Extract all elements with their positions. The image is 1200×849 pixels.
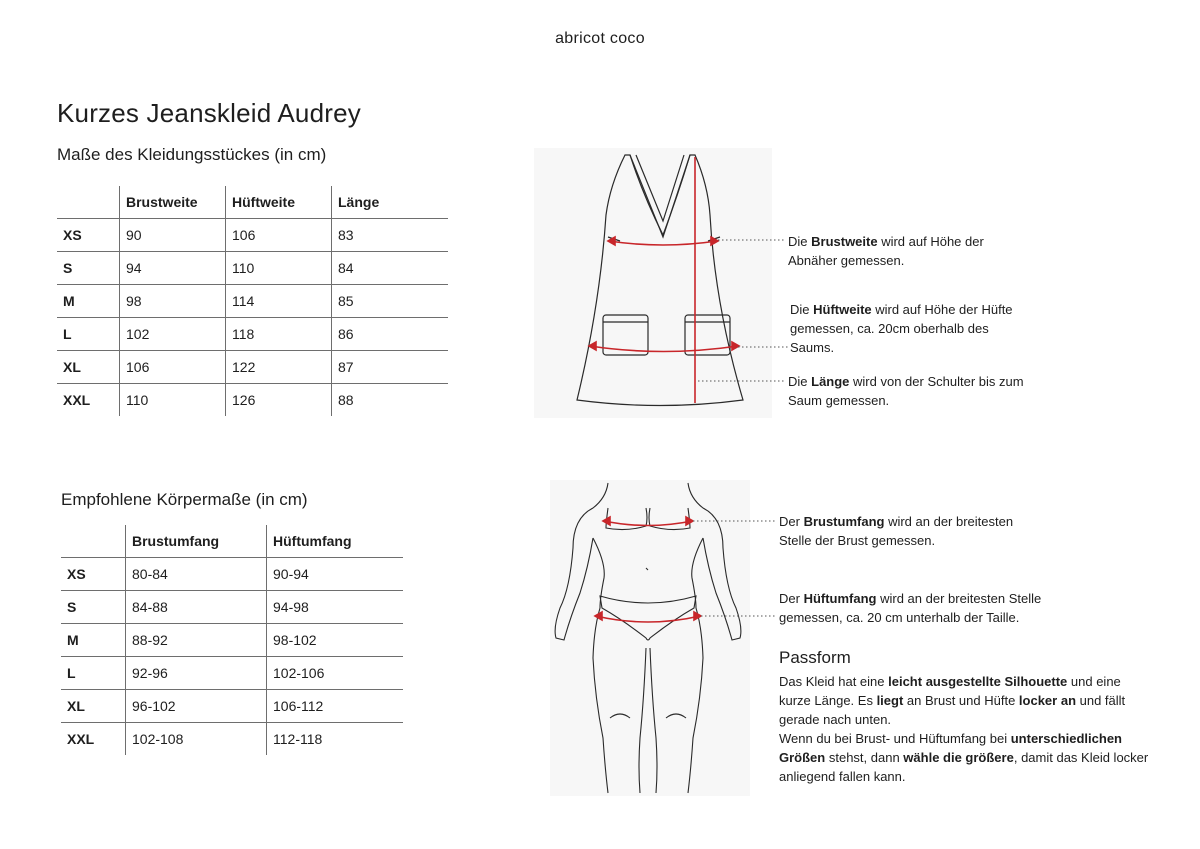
table-row bbox=[61, 657, 403, 690]
table-cell: 84-88 bbox=[126, 591, 267, 624]
table-cell: 118 bbox=[226, 318, 332, 351]
table-header-cell bbox=[57, 186, 120, 219]
table-cell: 94-98 bbox=[267, 591, 404, 624]
table-row bbox=[57, 351, 448, 384]
body-table-heading: Empfohlene Körpermaße (in cm) bbox=[61, 490, 308, 509]
table-row bbox=[57, 219, 448, 252]
table-cell: 102-106 bbox=[267, 657, 404, 690]
table-cell: 102-108 bbox=[126, 723, 267, 756]
note-brustumfang: Der Brustumfang wird an der breitesten Stelle der Brust gemessen. bbox=[779, 514, 1014, 548]
page-title: Kurzes Jeanskleid Audrey bbox=[57, 98, 361, 128]
table-cell: 110 bbox=[120, 384, 226, 417]
size-label: XS bbox=[57, 219, 120, 252]
table-cell: 98-102 bbox=[267, 624, 404, 657]
table-row bbox=[61, 624, 403, 657]
passform-heading: Passform bbox=[779, 648, 851, 667]
table-cell: 84 bbox=[332, 252, 449, 285]
table-cell: 87 bbox=[332, 351, 449, 384]
body-illustration bbox=[548, 478, 788, 798]
note-laenge: Die Länge wird von der Schulter bis zum Saum gemessen. bbox=[788, 374, 1024, 408]
size-label: XXL bbox=[57, 384, 120, 417]
size-label: M bbox=[61, 624, 126, 657]
table-cell: 90 bbox=[120, 219, 226, 252]
table-cell: 96-102 bbox=[126, 690, 267, 723]
table-header-row bbox=[61, 525, 403, 558]
table-cell: 86 bbox=[332, 318, 449, 351]
table-cell: 88 bbox=[332, 384, 449, 417]
table-cell: 112-118 bbox=[267, 723, 404, 756]
table-cell: 90-94 bbox=[267, 558, 404, 591]
table-cell: 102 bbox=[120, 318, 226, 351]
table-cell: 85 bbox=[332, 285, 449, 318]
table-cell: 106 bbox=[120, 351, 226, 384]
size-label: L bbox=[61, 657, 126, 690]
table-cell: 88-92 bbox=[126, 624, 267, 657]
passform-text bbox=[779, 672, 1154, 786]
passform-paragraph: Das Kleid hat eine leicht ausgestellte Silhouette und eine kurze Länge. Es liegt an Brust und Hüfte locker an und fällt gerade nach unten. bbox=[779, 674, 1126, 727]
table-cell: 94 bbox=[120, 252, 226, 285]
size-label: XXL bbox=[61, 723, 126, 756]
table-cell: 126 bbox=[226, 384, 332, 417]
table-row bbox=[61, 591, 403, 624]
size-label: S bbox=[61, 591, 126, 624]
note-hueftumfang: Der Hüftumfang wird an der breitesten Stelle gemessen, ca. 20 cm unterhalb der Taille. bbox=[779, 591, 1042, 625]
table-cell: 122 bbox=[226, 351, 332, 384]
table-header-cell: Brustweite bbox=[120, 186, 226, 219]
table-cell: 110 bbox=[226, 252, 332, 285]
size-label: M bbox=[57, 285, 120, 318]
table-header-cell bbox=[61, 525, 126, 558]
garment-size-table bbox=[57, 186, 448, 416]
brand-logo: abricot coco bbox=[555, 30, 645, 47]
table-row bbox=[57, 384, 448, 417]
table-header-row bbox=[57, 186, 448, 219]
table-row bbox=[57, 318, 448, 351]
table-cell: 106-112 bbox=[267, 690, 404, 723]
table-row bbox=[61, 723, 403, 756]
garment-table-heading: Maße des Kleidungsstückes (in cm) bbox=[57, 145, 327, 164]
table-row bbox=[61, 558, 403, 591]
size-label: XS bbox=[61, 558, 126, 591]
table-cell: 80-84 bbox=[126, 558, 267, 591]
passform-paragraph: Wenn du bei Brust- und Hüftumfang bei unterschiedlichen Größen stehst, dann wähle die größere, damit das Kleid locker anliegend fallen kann. bbox=[779, 731, 1149, 784]
table-row bbox=[61, 690, 403, 723]
table-cell: 92-96 bbox=[126, 657, 267, 690]
size-label: XL bbox=[61, 690, 126, 723]
table-cell: 98 bbox=[120, 285, 226, 318]
size-label: S bbox=[57, 252, 120, 285]
size-label: L bbox=[57, 318, 120, 351]
table-header-cell: Brustumfang bbox=[126, 525, 267, 558]
table-cell: 83 bbox=[332, 219, 449, 252]
table-header-cell: Länge bbox=[332, 186, 449, 219]
table-cell: 114 bbox=[226, 285, 332, 318]
table-cell: 106 bbox=[226, 219, 332, 252]
table-row bbox=[57, 285, 448, 318]
note-brustweite: Die Brustweite wird auf Höhe der Abnäher gemessen. bbox=[788, 234, 984, 268]
body-size-table bbox=[61, 525, 403, 755]
size-label: XL bbox=[57, 351, 120, 384]
note-hueftweite: Die Hüftweite wird auf Höhe der Hüfte gemessen, ca. 20cm oberhalb des Saums. bbox=[790, 302, 1013, 355]
table-header-cell: Hüftweite bbox=[226, 186, 332, 219]
table-row bbox=[57, 252, 448, 285]
table-header-cell: Hüftumfang bbox=[267, 525, 404, 558]
